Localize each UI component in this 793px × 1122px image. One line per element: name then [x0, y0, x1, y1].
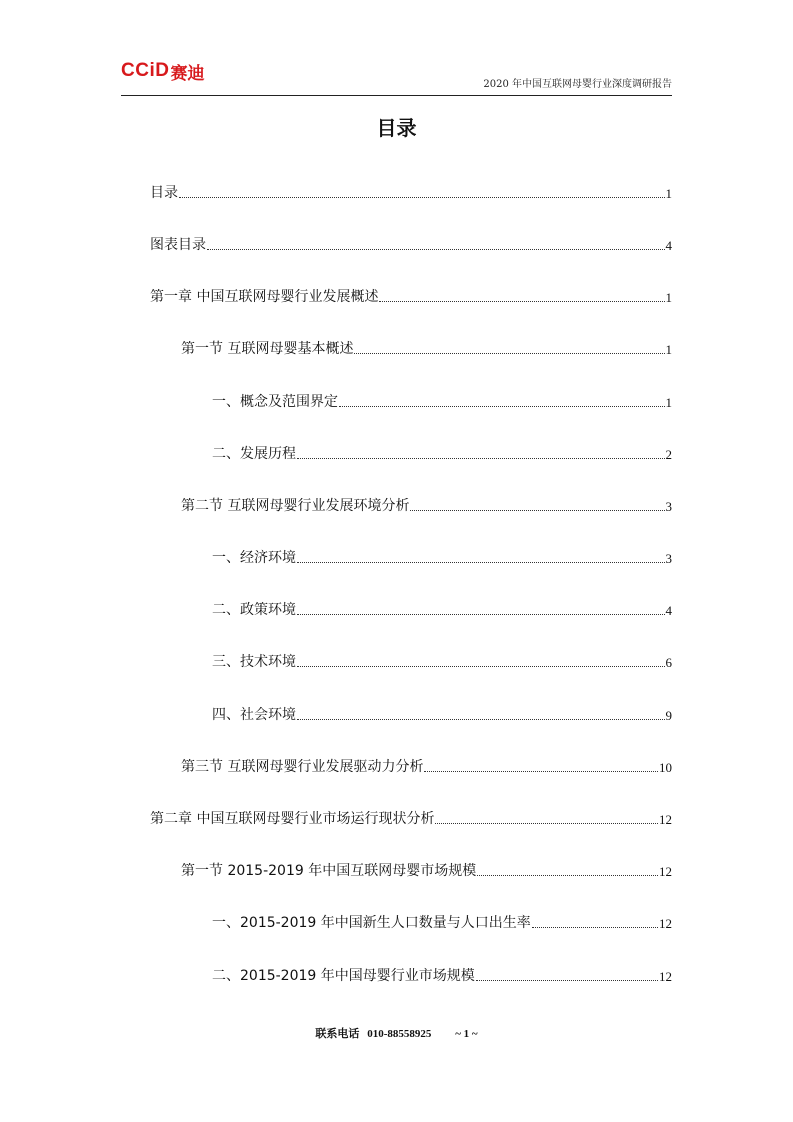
toc-entry-page: 12 — [659, 864, 672, 879]
toc-entry-label: 二、2015-2019 年中国母婴行业市场规模 — [212, 968, 475, 984]
toc-entry[interactable] — [150, 234, 672, 254]
toc-entry-page: 1 — [665, 395, 672, 410]
toc-leader-dots — [532, 927, 658, 928]
toc-entry-page: 1 — [665, 290, 672, 305]
toc-entry-page: 12 — [659, 969, 672, 984]
toc-leader-dots — [477, 875, 658, 876]
page-number: ~ 1 ~ — [455, 1028, 478, 1040]
toc-entry-page: 10 — [659, 760, 672, 775]
toc-entry-label: 第一节 互联网母婴基本概述 — [181, 341, 354, 357]
toc-entry[interactable] — [212, 912, 672, 932]
toc-entry[interactable] — [212, 547, 672, 567]
toc-entry-label: 第一节 2015-2019 年中国互联网母婴市场规模 — [181, 863, 477, 879]
toc-entry-page: 3 — [665, 499, 672, 514]
toc-entry-label: 第一章 中国互联网母婴行业发展概述 — [150, 289, 379, 305]
toc-entry-page: 3 — [665, 551, 672, 566]
toc-entry[interactable] — [150, 286, 672, 306]
toc-leader-dots — [297, 562, 665, 563]
toc-entry[interactable] — [212, 443, 672, 463]
toc-entry[interactable] — [181, 495, 672, 515]
toc-entry[interactable] — [212, 965, 672, 985]
report-title: 2020 年中国互联网母婴行业深度调研报告 — [483, 79, 672, 90]
logo-cn-text: 赛迪 — [170, 63, 205, 84]
toc-entry[interactable] — [150, 808, 672, 828]
header-divider — [121, 95, 672, 96]
toc-entry-label: 四、社会环境 — [212, 707, 296, 723]
toc-leader-dots — [297, 666, 665, 667]
toc-entry-page: 1 — [665, 186, 672, 201]
toc-entry-page: 12 — [659, 812, 672, 827]
toc-entry-label: 三、技术环境 — [212, 654, 296, 670]
toc-entry-label: 一、概念及范围界定 — [212, 394, 338, 410]
toc-entry-label: 第二节 互联网母婴行业发展环境分析 — [181, 498, 410, 514]
toc-entry-label: 第二章 中国互联网母婴行业市场运行现状分析 — [150, 811, 435, 827]
toc-entry[interactable] — [181, 756, 672, 776]
ccid-logo — [121, 60, 204, 82]
toc-entry-label: 二、发展历程 — [212, 446, 296, 462]
toc-entry[interactable] — [181, 860, 672, 880]
toc-title: 目录 — [376, 116, 417, 140]
page-footer — [0, 1025, 793, 1041]
toc-entry-page: 4 — [665, 603, 672, 618]
toc-leader-dots — [297, 458, 665, 459]
toc-entry-page: 4 — [665, 238, 672, 253]
toc-entry[interactable] — [212, 651, 672, 671]
toc-entry-page: 12 — [659, 916, 672, 931]
contact-phone: 010-88558925 — [367, 1028, 432, 1040]
toc-leader-dots — [435, 823, 658, 824]
toc-leader-dots — [354, 353, 664, 354]
toc-leader-dots — [297, 719, 665, 720]
toc-leader-dots — [410, 510, 664, 511]
toc-leader-dots — [424, 771, 658, 772]
toc-entry-label: 一、2015-2019 年中国新生人口数量与人口出生率 — [212, 915, 531, 931]
toc-entry[interactable] — [212, 704, 672, 724]
toc-entry-label: 二、政策环境 — [212, 602, 296, 618]
toc-entry-page: 6 — [665, 655, 672, 670]
toc-entry-page: 1 — [665, 342, 672, 357]
toc-leader-dots — [207, 249, 665, 250]
toc-entry[interactable] — [212, 599, 672, 619]
toc-leader-dots — [179, 197, 665, 198]
toc-entry-label: 图表目录 — [150, 237, 206, 253]
toc-entry-label: 一、经济环境 — [212, 550, 296, 566]
toc-leader-dots — [476, 980, 658, 981]
toc-leader-dots — [379, 301, 664, 302]
toc-entry-label: 目录 — [150, 185, 178, 201]
contact-label: 联系电话 — [315, 1027, 360, 1040]
toc-entry-page: 9 — [665, 708, 672, 723]
toc-entry-page: 2 — [665, 447, 672, 462]
toc-entry[interactable] — [212, 391, 672, 411]
toc-leader-dots — [339, 406, 665, 407]
toc-entry-label: 第三节 互联网母婴行业发展驱动力分析 — [181, 759, 424, 775]
toc-entry[interactable] — [181, 338, 672, 358]
toc-entry[interactable] — [150, 182, 672, 202]
toc-leader-dots — [297, 614, 665, 615]
logo-ccid-text: CCiD — [121, 60, 170, 81]
